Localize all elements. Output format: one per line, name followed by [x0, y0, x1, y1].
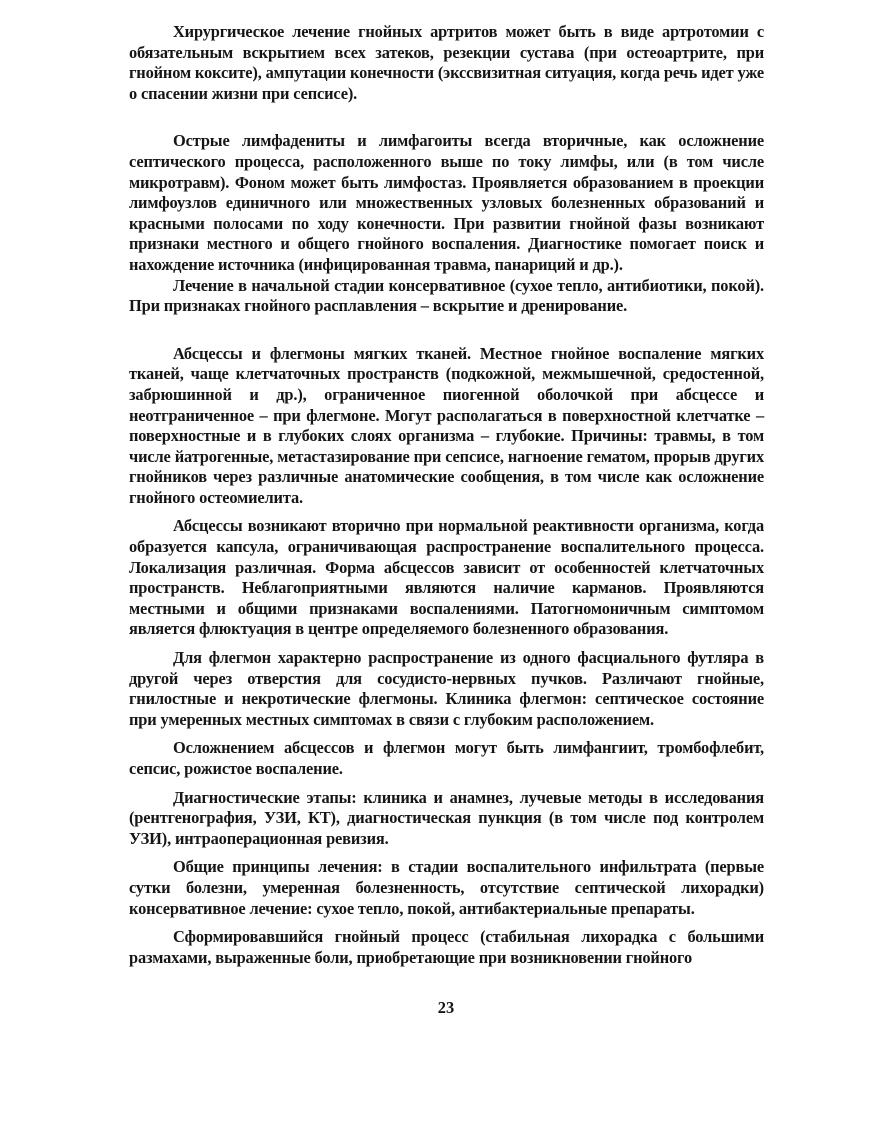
- paragraph-text: Для флегмон характерно распространение из одного фасциального футляра в другой через отверстия для сосудисто-нервных пучков. Различают гнойные, гнилостные и некротические флегмоны. Клиника флегмон: септическое состояние при умеренных местных симптомах в связи с глубоким расположением.: [129, 648, 764, 729]
- paragraph-formed-purulent-process: [129, 927, 764, 968]
- paragraph-text: Сформировавшийся гнойный процесс (стабильная лихорадка с большими размахами, выраженные боли, приобретающие при возникновении гнойного: [129, 927, 764, 967]
- paragraph-text: Абсцессы возникают вторично при нормальной реактивности организма, когда образуется капсула, ограничивающая распространение воспалительного процесса. Локализация различная. Форма абсцессов зависит от особенностей клетчаточных пространств. Неблагоприятными являются наличие карманов. Проявляются местными и общими признаками воспалениями. Патогномоничным симптомом является флюктуация в центре определяемого болезненного образования.: [129, 516, 764, 639]
- paragraph-arthritis-surgery: [129, 22, 764, 104]
- paragraph-lead: Абсцессы и флегмоны мягких тканей.: [173, 343, 471, 363]
- page-number: 23: [437, 998, 455, 1017]
- paragraph-text: Лечение в начальной стадии консервативное (сухое тепло, антибиотики, покой). При признаках гнойного расплавления – вскрытие и дренирование.: [129, 275, 764, 316]
- paragraph-text: всегда вторичные, как осложнение септического процесса, расположенного выше по току лимфы, или (в том числе микротравм). Фоном может быть лимфостаз. Проявляется образованием в проекции лимфоузлов единичного или множественных узловых болезненных образований и красными полосами по ходу конечности. При развитии гнойной фазы возникают признаки местного и общего гнойного воспаления. Диагностике помогает поиск и нахождение источника (инфицированная травма, панариций и др.).: [129, 131, 764, 274]
- paragraph-text: Общие принципы лечения: в стадии воспалительного инфильтрата (первые сутки болезни, умеренная болезненность, отсутствие септической лихорадки) консервативное лечение: сухое тепло, покой, антибактериальные препараты.: [129, 857, 764, 918]
- paragraph-text: Осложнением абсцессов и флегмон могут быть лимфангиит, тромбофлебит, сепсис, рожистое воспаление.: [129, 738, 764, 778]
- document-page: [129, 22, 764, 968]
- paragraph-text: Хирургическое лечение гнойных артритов может быть в виде артротомии с обязательным вскрытием всех затеков, резекции сустава (при остеоартрите, при гнойном коксите), ампутации конечности (экссвизитная ситуация, когда речь идет уже о спасении жизни при сепсисе).: [129, 22, 764, 103]
- paragraph-complications: [129, 738, 764, 779]
- paragraph-diagnostics: [129, 788, 764, 850]
- paragraph-abscesses: [129, 516, 764, 640]
- paragraph-lymphadenitis: [129, 131, 764, 275]
- paragraph-lymphadenitis-treatment: [129, 276, 764, 317]
- paragraph-text: Местное гнойное воспаление мягких тканей, чаще клетчаточных пространств (подкожной, межмышечной, средостенной, забрюшинной и др.), ограниченное пиогенной оболочкой при абсцессе и неотграниченное – при флегмоне. Могут располагаться в поверхностной клетчатке – поверхностные и в глубоких слоях организма – глубокие. Причины: травмы, в том числе йатрогенные, метастазирование при сепсисе, нагноение гематом, прорыв других гнойников через различные анатомические сообщения, в том числе как осложнение гнойного остеомиелита.: [129, 343, 765, 507]
- paragraph-treatment-principles: [129, 857, 764, 919]
- paragraph-lead: Острые лимфадениты и лимфагоиты: [173, 131, 473, 151]
- paragraph-abscesses-phlegmons: [129, 344, 764, 509]
- paragraph-text: Диагностические этапы: клиника и анамнез, лучевые методы в исследования (рентгенография, УЗИ, КТ), диагностическая пункция (в том числе под контролем УЗИ), интраоперационная ревизия.: [129, 787, 764, 848]
- paragraph-phlegmons: [129, 648, 764, 730]
